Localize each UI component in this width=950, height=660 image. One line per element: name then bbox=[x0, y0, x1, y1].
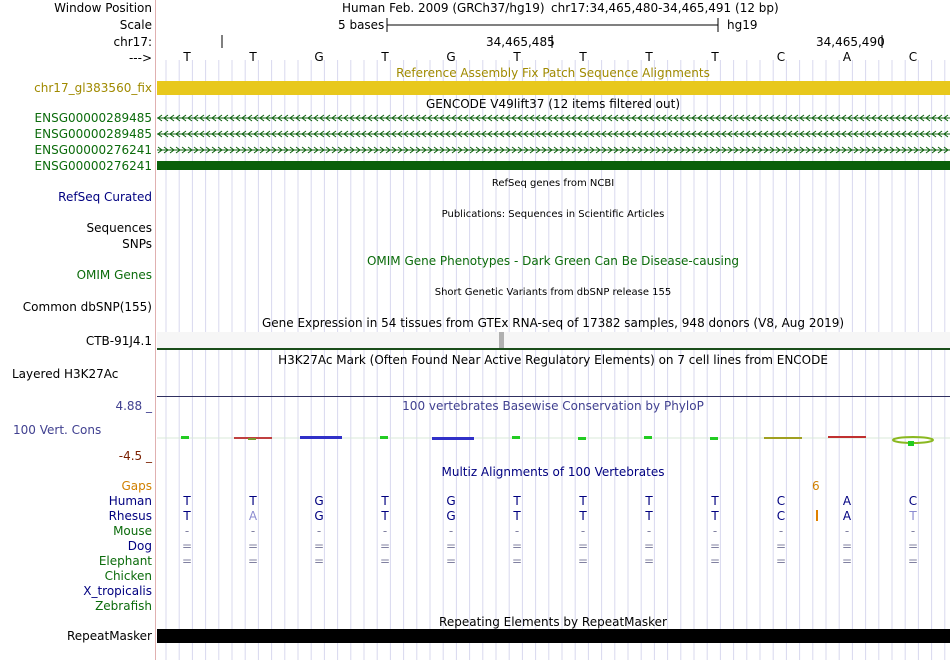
ruler-pos-2: 34,465,490 bbox=[816, 35, 885, 49]
alignment-base: - bbox=[580, 524, 586, 538]
alignment-base: T bbox=[381, 509, 389, 523]
phylop-bar bbox=[380, 436, 388, 439]
alignment-base: G bbox=[314, 494, 324, 508]
alignment-base: T bbox=[645, 509, 653, 523]
gencode-features[interactable] bbox=[0, 110, 950, 170]
species-label-elephant[interactable]: Elephant bbox=[98, 554, 152, 568]
scale-label: Scale bbox=[119, 18, 152, 32]
alignment-base: - bbox=[778, 524, 784, 538]
alignment-base: T bbox=[513, 494, 521, 508]
alignment-base: C bbox=[776, 509, 786, 523]
gencode-item-label[interactable]: ENSG00000276241 bbox=[34, 159, 152, 173]
phylop-bar bbox=[300, 436, 342, 439]
alignment-base: = bbox=[181, 554, 193, 568]
alignment-base: = bbox=[181, 539, 193, 553]
alignment-base: = bbox=[313, 539, 325, 553]
scale-text: 5 bases bbox=[338, 18, 385, 32]
alignment-base: = bbox=[709, 554, 721, 568]
alignment-base: - bbox=[250, 524, 256, 538]
alignment-base: - bbox=[844, 524, 850, 538]
repeatmasker-bar[interactable] bbox=[157, 629, 950, 643]
alignment-base: G bbox=[314, 509, 324, 523]
ruler-base: C bbox=[776, 50, 786, 64]
alignment-base: G bbox=[446, 509, 456, 523]
alignment-base: = bbox=[643, 554, 655, 568]
alignment-base: - bbox=[646, 524, 652, 538]
phylop-max: 4.88 _ bbox=[115, 399, 152, 413]
alignment-base: - bbox=[712, 524, 718, 538]
h3k27ac-title: H3K27Ac Mark (Often Found Near Active Regulatory Elements) on 7 cell lines from ENCODE bbox=[278, 353, 828, 367]
gtex-baseline bbox=[157, 348, 950, 350]
ruler-base: T bbox=[381, 50, 389, 64]
repeatmasker-label[interactable]: RepeatMasker bbox=[66, 629, 152, 643]
ruler-base: T bbox=[711, 50, 719, 64]
omim-title: OMIM Gene Phenotypes - Dark Green Can Be Disease-causing bbox=[366, 254, 740, 268]
ruler-base: A bbox=[842, 50, 852, 64]
alignment-base: A bbox=[842, 494, 852, 508]
alignment-base: T bbox=[183, 509, 191, 523]
alignment-base: = bbox=[445, 554, 457, 568]
repeatmasker-title: Repeating Elements by RepeatMasker bbox=[439, 615, 667, 629]
phylop-bar bbox=[512, 436, 520, 439]
alignment-base: = bbox=[379, 539, 391, 553]
phylop-label[interactable]: 100 Vert. Cons bbox=[13, 423, 102, 437]
alignment-base: = bbox=[775, 554, 787, 568]
alignment-base: - bbox=[184, 524, 190, 538]
gap-value: 6 bbox=[812, 479, 820, 493]
gap-marker bbox=[816, 510, 818, 521]
dbsnp-title: Short Genetic Variants from dbSNP release 155 bbox=[434, 287, 672, 298]
alignment-base: T bbox=[645, 494, 653, 508]
alignment-base: = bbox=[709, 539, 721, 553]
species-label-xtropicalis[interactable]: X_tropicalis bbox=[83, 584, 152, 598]
alignment-base: = bbox=[379, 554, 391, 568]
species-label-chicken[interactable]: Chicken bbox=[104, 569, 152, 583]
ruler-base: G bbox=[314, 50, 324, 64]
position-title[interactable]: chr17:34,465,480-34,465,491 (12 bp) bbox=[551, 1, 779, 15]
alignment-base: - bbox=[316, 524, 322, 538]
gtex-mark bbox=[499, 332, 504, 348]
ruler-base: T bbox=[645, 50, 653, 64]
gencode-item-label[interactable]: ENSG00000289485 bbox=[34, 127, 152, 141]
gtex-title: Gene Expression in 54 tissues from GTEx RNA-seq of 17382 samples, 948 donors (V8, Aug 2019) bbox=[261, 316, 845, 330]
species-label-mouse[interactable]: Mouse bbox=[113, 524, 152, 538]
h3k27ac-label[interactable]: Layered H3K27Ac bbox=[12, 367, 119, 381]
alignment-base: = bbox=[247, 554, 259, 568]
gtex-label[interactable]: CTB-91J4.1 bbox=[85, 334, 152, 348]
alignment-base: T bbox=[249, 494, 257, 508]
species-label-dog[interactable]: Dog bbox=[127, 539, 152, 553]
gaps-label[interactable]: Gaps bbox=[121, 479, 152, 493]
fix-patch-bar[interactable] bbox=[157, 81, 950, 95]
alignment-base: C bbox=[908, 494, 918, 508]
dbsnp-label[interactable]: Common dbSNP(155) bbox=[22, 300, 152, 314]
phylop-title: 100 vertebrates Basewise Conservation by PhyloP bbox=[402, 399, 704, 413]
omim-label[interactable]: OMIM Genes bbox=[76, 268, 152, 282]
alignment-base: T bbox=[711, 494, 719, 508]
snps-label[interactable]: SNPs bbox=[122, 237, 152, 251]
scale-bar bbox=[0, 0, 950, 60]
ruler-base: T bbox=[249, 50, 257, 64]
alignment-base: T bbox=[579, 494, 587, 508]
ruler-pos-1: 34,465,485 bbox=[486, 35, 555, 49]
chrom-label: chr17: bbox=[113, 35, 152, 49]
alignment-base: = bbox=[445, 539, 457, 553]
alignment-base: T bbox=[381, 494, 389, 508]
refseq-title: RefSeq genes from NCBI bbox=[491, 178, 615, 189]
ruler-base: C bbox=[908, 50, 918, 64]
phylop-bar bbox=[710, 437, 718, 440]
alignment-base: G bbox=[446, 494, 456, 508]
ruler-base: T bbox=[183, 50, 191, 64]
gencode-item-label[interactable]: ENSG00000289485 bbox=[34, 111, 152, 125]
alignment-base: - bbox=[514, 524, 520, 538]
alignment-base: A bbox=[842, 509, 852, 523]
alignment-base: = bbox=[313, 554, 325, 568]
alignment-base: = bbox=[841, 554, 853, 568]
phylop-min: -4.5 _ bbox=[118, 449, 152, 463]
alignment-base: = bbox=[841, 539, 853, 553]
ruler-base: T bbox=[579, 50, 587, 64]
phylop-bar bbox=[828, 436, 866, 438]
phylop-bar bbox=[432, 437, 474, 440]
species-label-rhesus[interactable]: Rhesus bbox=[108, 509, 152, 523]
alignment-base: T bbox=[183, 494, 191, 508]
alignment-base: = bbox=[775, 539, 787, 553]
fix-patch-label[interactable]: chr17_gl383560_fix bbox=[34, 81, 152, 95]
refseq-label[interactable]: RefSeq Curated bbox=[58, 190, 152, 204]
alignment-base: - bbox=[910, 524, 916, 538]
species-label-human[interactable]: Human bbox=[108, 494, 152, 508]
alignment-base: C bbox=[776, 494, 786, 508]
ruler-base: G bbox=[446, 50, 456, 64]
alignment-base: T bbox=[513, 509, 521, 523]
h3k27ac-baseline bbox=[157, 396, 950, 397]
publications-title: Publications: Sequences in Scientific Articles bbox=[441, 209, 665, 220]
phylop-bar bbox=[908, 441, 914, 446]
species-label-zebrafish[interactable]: Zebrafish bbox=[95, 599, 152, 613]
db-text: hg19 bbox=[727, 18, 758, 32]
alignment-base: = bbox=[907, 554, 919, 568]
window-position-label: Window Position bbox=[54, 1, 152, 15]
alignment-base: T bbox=[711, 509, 719, 523]
alignment-base: - bbox=[448, 524, 454, 538]
publications-label[interactable]: Sequences bbox=[86, 221, 152, 235]
alignment-base: - bbox=[382, 524, 388, 538]
phylop-bar bbox=[248, 438, 256, 440]
alignment-base: = bbox=[577, 554, 589, 568]
phylop-bar bbox=[644, 436, 652, 439]
gtex-bar[interactable] bbox=[157, 332, 950, 348]
phylop-bar bbox=[181, 436, 189, 439]
phylop-bar bbox=[764, 437, 802, 439]
ruler-base: T bbox=[513, 50, 521, 64]
alignment-base: T bbox=[579, 509, 587, 523]
alignment-base: = bbox=[511, 539, 523, 553]
phylop-bar bbox=[578, 437, 586, 440]
alignment-base: = bbox=[643, 539, 655, 553]
alignment-base: = bbox=[577, 539, 589, 553]
alignment-base: = bbox=[907, 539, 919, 553]
alignment-base: = bbox=[511, 554, 523, 568]
alignment-base: A bbox=[248, 509, 258, 523]
gencode-exon bbox=[157, 161, 950, 170]
multiz-title: Multiz Alignments of 100 Vertebrates bbox=[441, 465, 665, 479]
strand-arrow-label: ---> bbox=[128, 51, 152, 65]
fix-patch-title: Reference Assembly Fix Patch Sequence Alignments bbox=[396, 66, 710, 80]
gencode-item-label[interactable]: ENSG00000276241 bbox=[34, 143, 152, 157]
alignment-base: = bbox=[247, 539, 259, 553]
phylop-plot[interactable] bbox=[0, 425, 950, 465]
alignment-base: T bbox=[909, 509, 917, 523]
assembly-title[interactable]: Human Feb. 2009 (GRCh37/hg19) bbox=[342, 1, 545, 15]
gencode-title: GENCODE V49lift37 (12 items filtered out) bbox=[425, 97, 680, 111]
